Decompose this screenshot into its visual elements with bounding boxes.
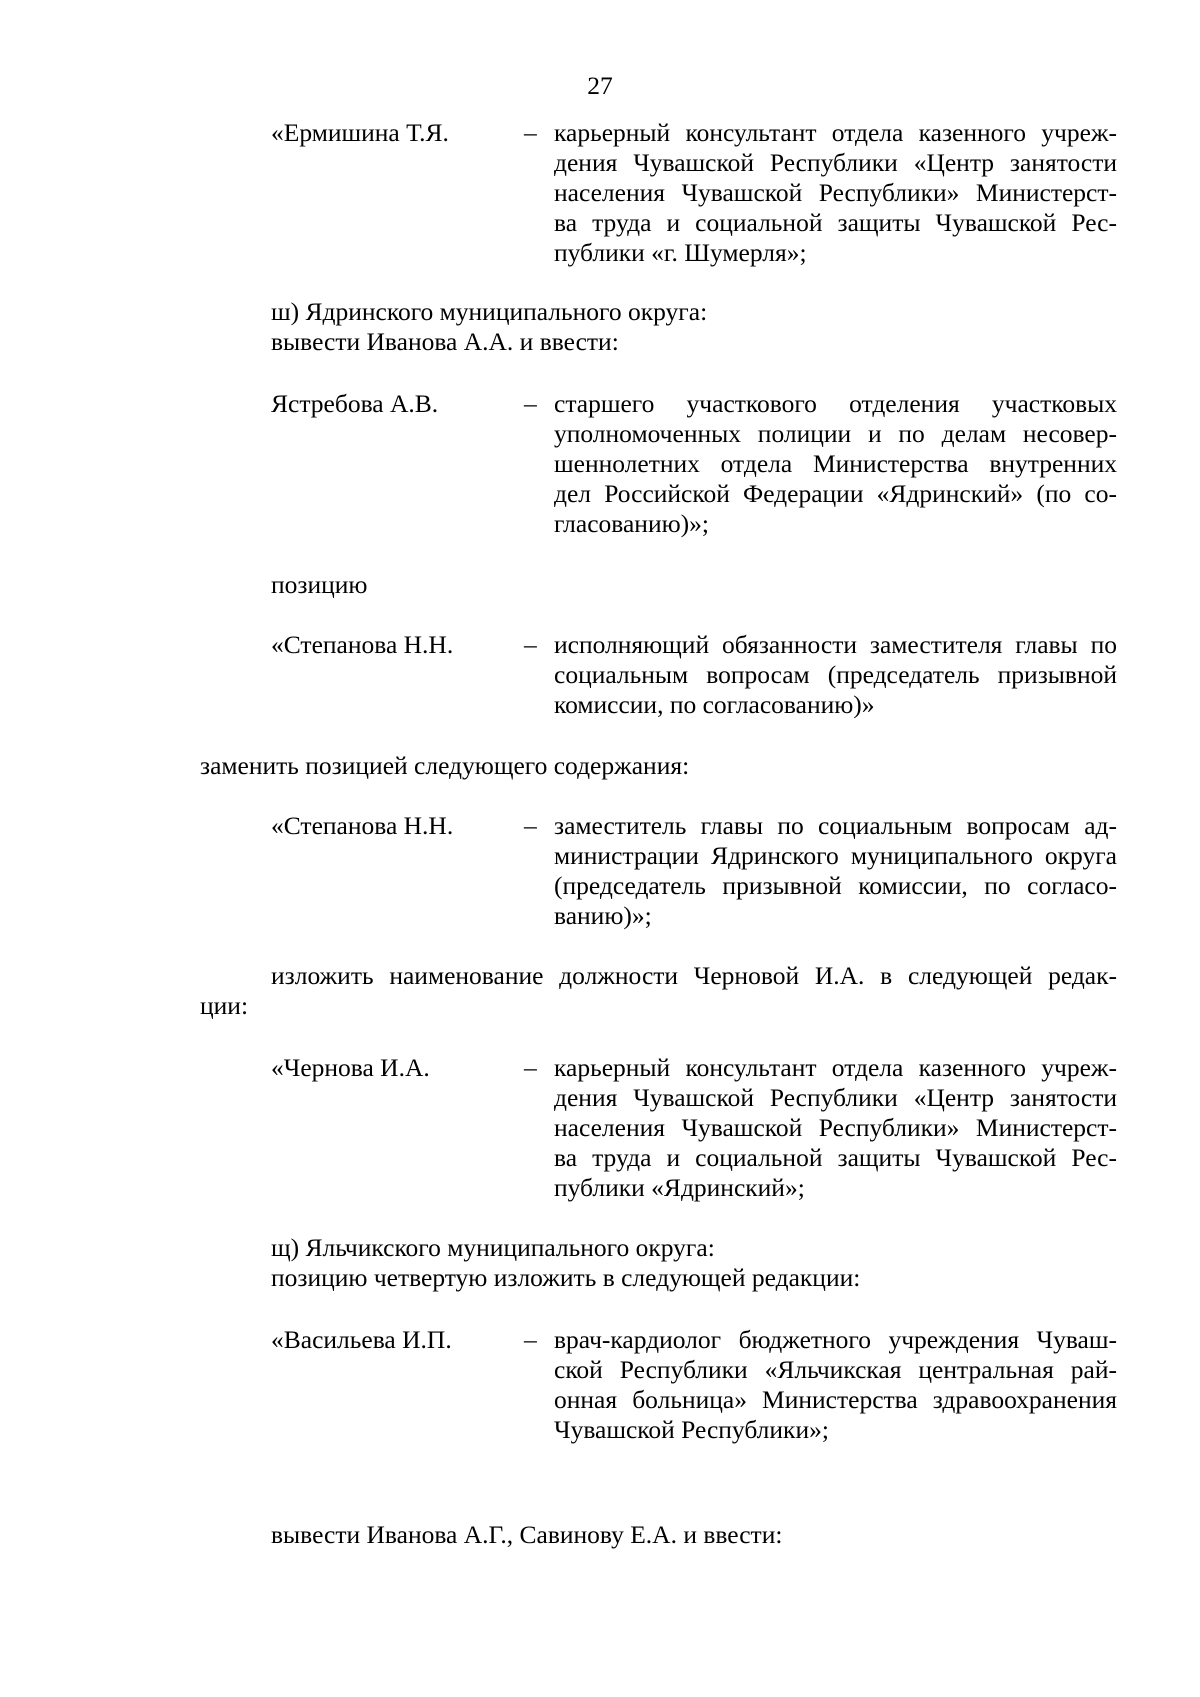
person-name: «Степанова Н.Н. [271, 630, 454, 659]
position-description [554, 1325, 1117, 1445]
position-description [554, 389, 1117, 539]
instruction-text: вывести Иванова А.А. и ввести: [271, 327, 619, 356]
dash-separator: – [524, 1325, 537, 1354]
description-line: населения Чувашской Республики» Министерст- [554, 178, 1117, 207]
page-number: 27 [587, 71, 613, 100]
person-name: Ястребова А.В. [271, 389, 439, 418]
description-line: заместитель главы по социальным вопросам ад- [554, 811, 1117, 840]
description-line: публики «Ядринский»; [554, 1173, 805, 1202]
description-line: уполномоченных полиции и по делам несовер- [554, 419, 1117, 448]
description-line: старшего участкового отделения участковых [554, 389, 1117, 418]
person-name: «Чернова И.А. [271, 1053, 430, 1082]
description-line: дения Чувашской Республики «Центр занятости [554, 1083, 1117, 1112]
description-line: карьерный консультант отдела казенного учреж- [554, 118, 1117, 147]
dash-separator: – [524, 118, 537, 147]
edit-instruction: изложить наименование должности Черновой И.А. в следующей редак- [271, 961, 1117, 990]
instruction-text: позицию четвертую изложить в следующей редакции: [271, 1263, 861, 1292]
section-heading: щ) Яльчикского муниципального округа: [271, 1233, 715, 1262]
description-line: министрации Ядринского муниципального округа [554, 841, 1117, 870]
position-description [554, 811, 1117, 931]
description-line: гласованию)»; [554, 509, 709, 538]
person-name: «Степанова Н.Н. [271, 811, 454, 840]
section-heading: ш) Ядринского муниципального округа: [271, 297, 708, 326]
description-line: врач-кардиолог бюджетного учреждения Чуваш- [554, 1325, 1117, 1354]
description-line: онная больница» Министерства здравоохранения [554, 1385, 1117, 1414]
description-line: ванию)»; [554, 901, 652, 930]
final-instruction: вывести Иванова А.Г., Савинову Е.А. и ввести: [271, 1520, 783, 1549]
description-line: комиссии, по согласованию)» [554, 690, 875, 719]
description-line: (председатель призывной комиссии, по согласо- [554, 871, 1117, 900]
position-description [554, 1053, 1117, 1203]
description-line: дения Чувашской Республики «Центр занятости [554, 148, 1117, 177]
edit-instruction-continuation: ции: [200, 991, 249, 1020]
dash-separator: – [524, 811, 537, 840]
person-name: «Ермишина Т.Я. [271, 118, 449, 147]
description-line: публики «г. Шумерля»; [554, 238, 807, 267]
description-line: Чувашской Республики»; [554, 1415, 829, 1444]
description-line: шеннолетних отдела Министерства внутренних [554, 449, 1117, 478]
position-description [554, 630, 1117, 720]
dash-separator: – [524, 630, 537, 659]
person-name: «Васильева И.П. [271, 1325, 452, 1354]
description-line: населения Чувашской Республики» Министерст- [554, 1113, 1117, 1142]
dash-separator: – [524, 389, 537, 418]
position-description [554, 118, 1117, 268]
replace-instruction: заменить позицией следующего содержания: [200, 751, 690, 780]
description-line: карьерный консультант отдела казенного учреж- [554, 1053, 1117, 1082]
description-line: ва труда и социальной защиты Чувашской Рес- [554, 208, 1117, 237]
description-line: исполняющий обязанности заместителя главы по [554, 630, 1117, 659]
dash-separator: – [524, 1053, 537, 1082]
description-line: дел Российской Федерации «Ядринский» (по со- [554, 479, 1117, 508]
description-line: ва труда и социальной защиты Чувашской Рес- [554, 1143, 1117, 1172]
position-word: позицию [271, 570, 368, 599]
description-line: ской Республики «Яльчикская центральная рай- [554, 1355, 1117, 1384]
description-line: социальным вопросам (председатель призывной [554, 660, 1117, 689]
